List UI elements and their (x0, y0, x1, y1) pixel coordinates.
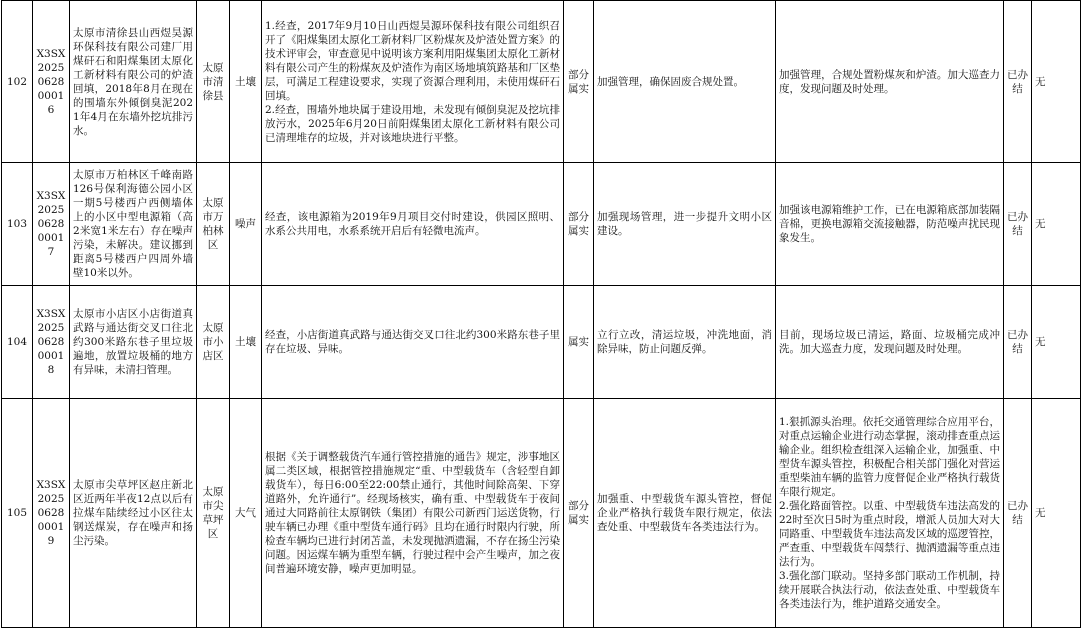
pollution-type: 噪声 (230, 163, 262, 286)
rectification-status: 加强管理，合规处置粉煤灰和炉渣。加大巡查力度，发现问题及时处理。 (776, 1, 1004, 163)
handling-measure: 立行立改，清运垃圾，冲洗地面，消除异味，防止问题反弹。 (594, 286, 776, 399)
case-status: 已办结 (1004, 1, 1032, 163)
table-row (2, 286, 1081, 399)
case-code: X3SX2025062800018 (33, 286, 70, 399)
district: 太原市清徐县 (197, 1, 230, 163)
rectification-status: 1.狠抓源头治理。依托交通管理综合应用平台，对重点运输企业进行动态掌握，滚动排查重点运输企业。组织检查组深入运输企业，加强重、中型货车源头管控，积极配合相关部门强化对营运重型柴油车辆的监管力度督促企业严格执行载货车限行规定。 2.强化路面管控。以重、中型载货车违法高发的22时至次日5时为重点时段，增派人员加大对大同路重、中型载货车违法高发区域的巡逻管控，严查重、中型载货车闯禁行、抛洒遗漏等重点违法行为。 3.强化部门联动。坚持多部门联动工作机制，持续开展联合执法行动，依法查处重、中型载货车各类违法行为，维护道路交通安全。 (776, 399, 1004, 628)
investigation-result: 根据《关于调整载货汽车通行管控措施的通告》规定，涉事地区属二类区域，根据管控措施规定“重、中型载货车（含轻型自卸载货车），每日6:00至22:00禁止通行，其他时间除高架、下穿道路外，允许通行”。经现场核实，确有重、中型载货车于夜间通过大同路前往太原钢铁（集团）有限公司新西门运送货物，行驶车辆已办理《重中型货车通行码》且均在通行时限内行驶，所检查车辆均已进行封闭苫盖，未发现抛洒遗漏，不存在扬尘污染问题。因运煤车辆为重型车辆，行驶过程中会产生噪声，加之夜间普遍环境安静，噪声更加明显。 (262, 399, 564, 628)
complaint-content: 太原市小店区小店街道真武路与通达街交叉口往北约300米路东巷子里垃圾遍地，放置垃圾桶的地方有异味，未清扫管理。 (70, 286, 197, 399)
row-number: 102 (2, 1, 33, 163)
case-status: 已办结 (1004, 163, 1032, 286)
investigation-result: 经查，小店街道真武路与通达街交叉口往北约300米路东巷子里存在垃圾、异味。 (262, 286, 564, 399)
row-number: 103 (2, 163, 33, 286)
table-row (2, 1, 1081, 163)
district: 太原市尖草坪区 (197, 399, 230, 628)
case-code: X3SX2025062800019 (33, 399, 70, 628)
case-status: 已办结 (1004, 286, 1032, 399)
handling-measure: 加强现场管理，进一步提升文明小区建设。 (594, 163, 776, 286)
complaint-content: 太原市清徐县山西煜昊源环保科技有限公司建厂用煤矸石和阳煤集团太原化工新材料有限公司的炉渣回填，2018年8月在现在的围墙东外倾倒臭泥2021年4月在东墙外挖坑排污水。 (70, 1, 197, 163)
investigation-result: 1.经查，2017年9月10日山西煜昊源环保科技有限公司组织召开了《阳煤集团太原化工新材料厂区粉煤灰及炉渣处置方案》的技术评审会，审查意见中说明该方案利用阳煤集团太原化工新材料有限公司产生的粉煤灰及炉渣作为南区场地填筑路基和厂区垫层，可满足工程建设要求，实现了资源合理利用，未使用煤矸石回填。 2.经查，围墙外地块属于建设用地，未发现有倾倒臭泥及挖坑排放污水，2025年6月20日前阳煤集团太原化工新材料有限公司已清理堆存的垃圾，并对该地块进行平整。 (262, 1, 564, 163)
verdict: 部分属实 (564, 163, 594, 286)
pollution-type: 土壤 (230, 286, 262, 399)
pollution-type: 大气 (230, 399, 262, 628)
accountability: 无 (1032, 163, 1081, 286)
complaint-content: 太原市尖草坪区赵庄新北区近两年半夜12点以后有拉煤车陆续经过小区往太钢送煤炭，存在噪声和扬尘污染。 (70, 399, 197, 628)
petition-table (1, 0, 1081, 628)
row-number: 105 (2, 399, 33, 628)
case-code: X3SX2025062800016 (33, 1, 70, 163)
pollution-type: 土壤 (230, 1, 262, 163)
case-status: 已办结 (1004, 399, 1032, 628)
accountability: 无 (1032, 1, 1081, 163)
investigation-result: 经查，该电源箱为2019年9月项目交付时建设，供园区照明、水系公共用电，水系系统开启后有轻微电流声。 (262, 163, 564, 286)
case-code: X3SX2025062800017 (33, 163, 70, 286)
row-number: 104 (2, 286, 33, 399)
verdict: 部分属实 (564, 399, 594, 628)
district: 太原市小店区 (197, 286, 230, 399)
handling-measure: 加强管理，确保固废合规处置。 (594, 1, 776, 163)
accountability: 无 (1032, 399, 1081, 628)
complaint-content: 太原市万柏林区千峰南路126号保利海德公园小区一期5号楼西户西侧墙体上的小区中型电源箱（高2米宽1米左右）存在噪声污染，未解决。建议挪到距离5号楼西户四周外墙壁10米以外。 (70, 163, 197, 286)
table-row (2, 163, 1081, 286)
verdict: 部分属实 (564, 1, 594, 163)
rectification-status: 加强该电源箱维护工作，已在电源箱底部加装隔音棉，更换电源箱交流接触器，防范噪声扰民现象发生。 (776, 163, 1004, 286)
verdict: 属实 (564, 286, 594, 399)
handling-measure: 加强重、中型载货车源头管控，督促企业严格执行载货车限行规定，依法查处重、中型载货车各类违法行为。 (594, 399, 776, 628)
district: 太原市万柏林区 (197, 163, 230, 286)
accountability: 无 (1032, 286, 1081, 399)
rectification-status: 目前，现场垃圾已清运，路面、垃圾桶完成冲洗。加大巡查力度，发现问题及时处理。 (776, 286, 1004, 399)
table-row (2, 399, 1081, 628)
